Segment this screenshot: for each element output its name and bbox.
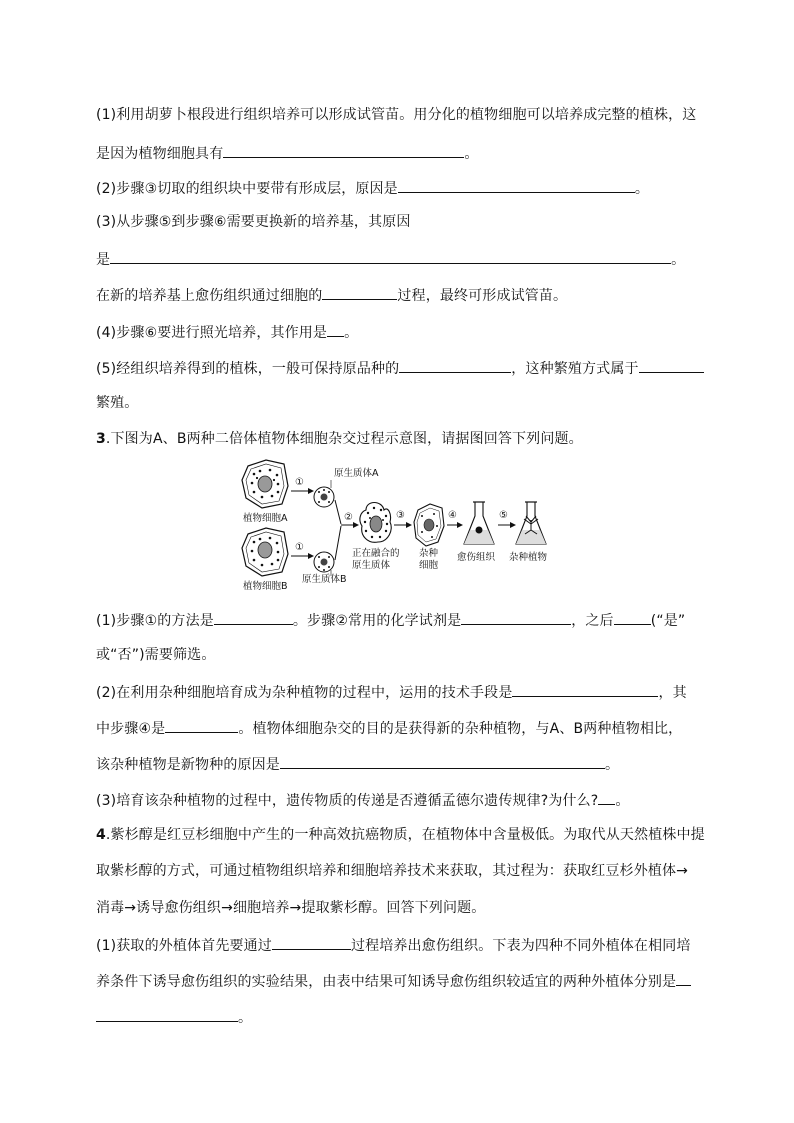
answer-blank[interactable] bbox=[512, 682, 658, 697]
question-number: 3 bbox=[96, 431, 106, 447]
step1-label-a: ① bbox=[295, 477, 304, 488]
answer-blank[interactable] bbox=[614, 610, 651, 625]
answer-blank[interactable] bbox=[399, 358, 511, 373]
label-hybrid-2: 细胞 bbox=[419, 560, 439, 571]
q2-part1-line1 bbox=[96, 106, 698, 124]
q3-part1-line1: (1)步骤①的方法是 。步骤②常用的化学试剂是 ，之后 (“是” bbox=[96, 610, 698, 628]
step1-label-b: ① bbox=[295, 542, 304, 553]
protoplast-a bbox=[314, 487, 334, 507]
answer-blank[interactable] bbox=[639, 358, 704, 373]
answer-blank[interactable] bbox=[165, 718, 238, 733]
q4-stem-line1: 4.紫杉醇是红豆杉细胞中产生的一种高效抗癌物质，在植物体中含量极低。为取代从天然植株中提 bbox=[96, 827, 705, 843]
q4-stem-line2: 取紫杉醇的方式，可通过植物组织培养和细胞培养技术来获取，其过程为：获取红豆杉外植体→ bbox=[96, 863, 689, 879]
answer-blank[interactable] bbox=[598, 790, 615, 805]
q4-part1-line2: 养条件下诱导愈伤组织的实验结果，由表中结果可知诱导愈伤组织较适宜的两种外植体分别是 bbox=[96, 971, 698, 989]
fusing-protoplasts bbox=[360, 503, 391, 543]
answer-blank[interactable] bbox=[461, 610, 571, 625]
answer-blank[interactable] bbox=[398, 178, 635, 193]
label-fusing-2: 原生质体 bbox=[352, 560, 391, 571]
q2-part4-line: (4)步骤⑥要进行照光培养，其作用是 。 bbox=[96, 322, 698, 340]
answer-blank[interactable] bbox=[214, 610, 293, 625]
q2-part3-line1 bbox=[96, 213, 698, 231]
label-protoplast-b: 原生质体B bbox=[302, 574, 347, 585]
step4-label: ④ bbox=[448, 510, 457, 521]
q2-part5-line2: 繁殖。 bbox=[96, 395, 139, 411]
label-hybrid-plant: 杂种植物 bbox=[509, 552, 548, 563]
q2-part3-line3: 在新的培养基上愈伤组织通过细胞的 过程，最终可形成试管苗。 bbox=[96, 285, 698, 303]
q3-part3-line: (3)培育该杂种植物的过程中，遗传物质的传递是否遵循孟德尔遗传规律?为什么? 。 bbox=[96, 790, 698, 808]
q2-part4-text: (4)步骤⑥要进行照光培养，其作用是 bbox=[96, 325, 328, 341]
q2-part1-line2: 是因为植物细胞具有 。 bbox=[96, 143, 698, 161]
q4-part1-line1: (1)获取的外植体首先要通过 过程培养出愈伤组织。下表为四种不同外植体在相同培 bbox=[96, 935, 698, 953]
answer-blank[interactable] bbox=[96, 1007, 238, 1022]
answer-blank[interactable] bbox=[223, 143, 464, 158]
q4-stem-line3: 消毒→诱导愈伤组织→细胞培养→提取紫杉醇。回答下列问题。 bbox=[96, 900, 486, 916]
q3-part2-line1: (2)在利用杂种细胞培育成为杂种植物的过程中，运用的技术手段是 ，其 bbox=[96, 682, 698, 700]
label-hybrid-1: 杂种 bbox=[419, 548, 439, 559]
q2-part2-line: (2)步骤③切取的组织块中要带有形成层，原因是 。 bbox=[96, 178, 698, 196]
answer-blank[interactable] bbox=[327, 322, 344, 337]
step3-label: ③ bbox=[396, 510, 405, 521]
callus-flask bbox=[464, 502, 494, 544]
label-fusing-1: 正在融合的 bbox=[352, 548, 400, 559]
q2-part3-text: (3)从步骤⑤到步骤⑥需要更换新的培养基，其原因 bbox=[96, 214, 411, 230]
cell-hybridization-diagram bbox=[238, 458, 558, 594]
q2-part3-line2: 是 。 bbox=[96, 249, 698, 267]
plant-cell-b bbox=[242, 528, 288, 576]
answer-blank[interactable] bbox=[280, 754, 605, 769]
step5-label: ⑤ bbox=[499, 510, 508, 521]
q3-stem: 3.下图为A、B两种二倍体植物体细胞杂交过程示意图，请据图回答下列问题。 bbox=[96, 431, 583, 447]
q2-part1-text-cont: 是因为植物细胞具有 bbox=[96, 146, 224, 162]
label-plant-a: 植物细胞A bbox=[243, 513, 288, 524]
plant-cell-a bbox=[242, 460, 288, 508]
hybrid-plant-flask bbox=[516, 502, 546, 544]
question-number: 4 bbox=[96, 827, 106, 843]
q2-part5-line1: (5)经组织培养得到的植株，一般可保持原品种的 ，这种繁殖方式属于 bbox=[96, 358, 698, 376]
answer-blank[interactable] bbox=[272, 935, 351, 950]
step2-label: ② bbox=[344, 512, 353, 523]
q3-part2-line3: 该杂种植物是新物种的原因是 。 bbox=[96, 754, 698, 772]
q2-part2-text: (2)步骤③切取的组织块中要带有形成层，原因是 bbox=[96, 181, 398, 197]
q3-part2-line2: 中步骤④是 。植物体细胞杂交的目的是获得新的杂种植物，与A、B两种植物相比， bbox=[96, 718, 698, 736]
q2-part1-text: (1)利用胡萝卜根段进行组织培养可以形成试管苗。用分化的植物细胞可以培养成完整的植株，这 bbox=[96, 107, 697, 123]
q3-part1-line2: 或“否”)需要筛选。 bbox=[96, 647, 216, 663]
answer-blank[interactable] bbox=[110, 249, 671, 264]
hybrid-cell bbox=[414, 504, 444, 546]
label-protoplast-a: 原生质体A bbox=[334, 468, 379, 479]
q4-part1-line3: 。 bbox=[96, 1007, 698, 1025]
answer-blank[interactable] bbox=[676, 971, 691, 986]
protoplast-b bbox=[314, 552, 334, 572]
label-callus: 愈伤组织 bbox=[457, 552, 496, 563]
label-plant-b: 植物细胞B bbox=[243, 581, 288, 592]
answer-blank[interactable] bbox=[322, 285, 397, 300]
